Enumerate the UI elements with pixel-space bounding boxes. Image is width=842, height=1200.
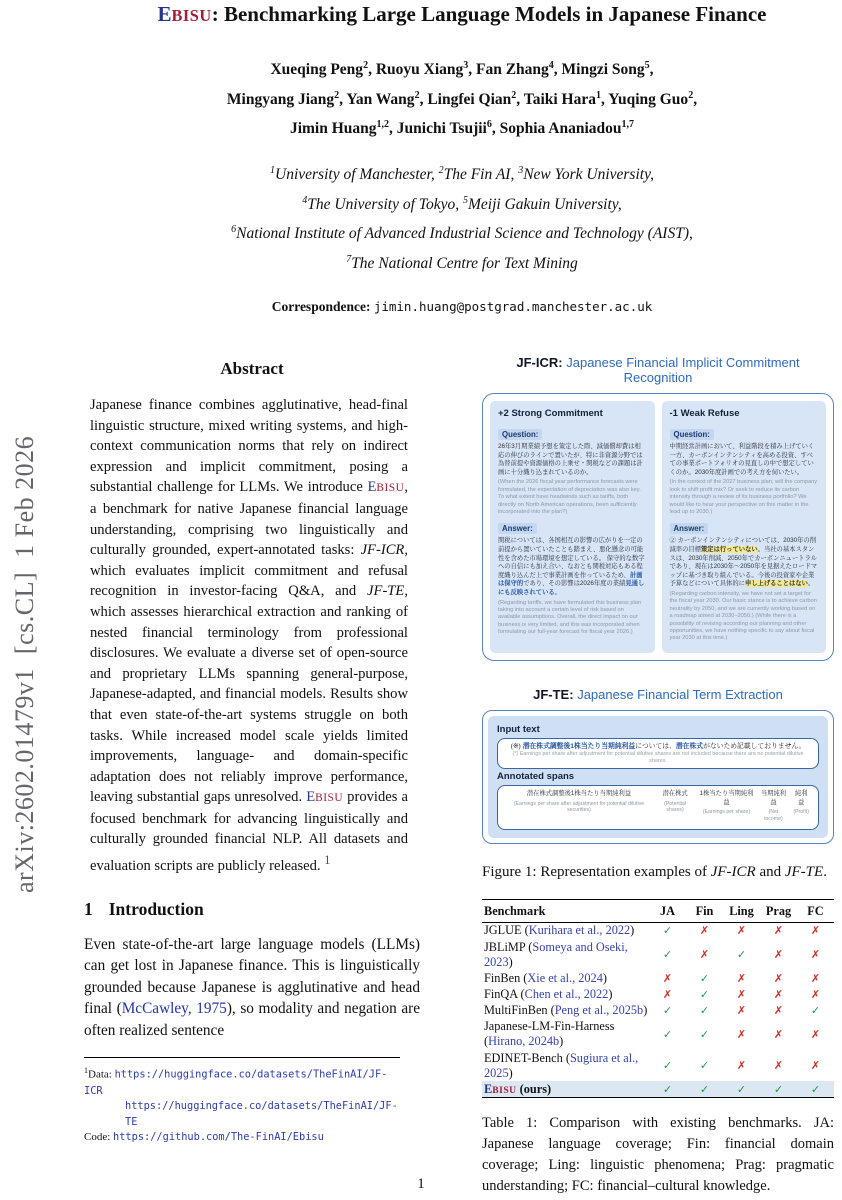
table-row: FinBen (Xie et al., 2024) ✗ ✓ ✗ ✗ ✗ — [482, 970, 834, 986]
answer-japanese: 関税については、各国相互の影響の広がりを一定の前提から置いていたことも踏まえ、悪化懸念の可能性を含めた市場環境を想定している。 保守的な数字への自信にも加え合い、なおとも関税対応もある程度織り込んだ上で事業計画を作っているため、計画は保守的であり、その影響は2026年度の業績見通しにも反映されている。 — [498, 537, 645, 596]
coverage-mark: ✗ — [773, 971, 784, 985]
annotated-span: 潜在株式 (Potential shares) — [662, 790, 688, 814]
coverage-mark: ✓ — [723, 1081, 760, 1098]
left-column — [84, 355, 420, 1146]
correspondence-line — [90, 299, 834, 315]
coverage-mark: ✗ — [810, 1027, 821, 1041]
jfte-inner — [488, 716, 828, 838]
table-caption: Table 1: Comparison with existing benchmarks. JA: Japanese language coverage; Fin: financial domain coverage; Ling: linguistic phenomena; Prag: pragmatic understanding; FC: financial–cultural knowledge. — [482, 1115, 834, 1194]
question-label: Question: — [670, 429, 714, 440]
footnote-line-data: $^1$Data: https://huggingface.co/datasets/TheFinAI/JF-ICR — [84, 1066, 388, 1097]
coverage-mark: ✗ — [810, 924, 821, 938]
paper-header — [90, 2, 834, 315]
annotated-span: 潜在株式調整後1株当たり当期純利益 (Earnings per share after adjustment for potential dilutive securities) — [513, 790, 645, 814]
jfte-example-box — [482, 710, 834, 844]
coverage-mark: ✓ — [662, 1027, 673, 1041]
annotated-span: 当期純利益 (Net income) — [760, 790, 787, 822]
term-span: 潜在株式調整後1株当たり当期純利益 — [522, 743, 636, 750]
abstract-heading: Abstract — [220, 359, 284, 378]
citation-link[interactable]: Sugiura et al., 2025 — [484, 1050, 639, 1080]
coverage-mark: ✗ — [773, 948, 784, 962]
table-row: MultiFinBen (Peng et al., 2025b) ✓ ✓ ✗ ✗ ✓ — [482, 1003, 834, 1019]
table-row: FinQA (Chen et al., 2022) ✗ ✓ ✗ ✗ ✗ — [482, 986, 834, 1002]
brand-ebisu: EBISU — [306, 789, 344, 806]
coverage-mark: ✓ — [760, 1081, 797, 1098]
question-japanese: 26年3月期業績予想を策定した際、減価償却費は相応の伸びのラインで置いたが、特に非資源分野では為替前提や資源価格の上乗せ・関税などの課題は計画に十分織り込まれているのか。 — [498, 443, 643, 476]
title-rest: : Benchmarking Large Language Models in Japanese Finance — [211, 2, 767, 26]
brand-ebisu: EBISU — [367, 479, 405, 496]
affiliation-line: $^6$National Institute of Advanced Industrial Science and Technology (AIST), — [231, 224, 693, 243]
input-text-label: Input text — [497, 724, 540, 735]
abstract-text: Japanese finance combines agglutinative, head-final linguistic structure, mixed writing systems, and high-context communication norms that rely on indirect expression and implicit commitment, posing a substantial challenge for LLMs. We introduce EBISU, a benchmark for native Japanese financial language understanding, comprising two linguistically and culturally grounded, expert-annotated tasks: JF-ICR, which evaluates implicit commitment and refusal recognition in investor-facing Q&A, and JF-TE, which assesses hierarchical extraction and ranking of nested financial terminology from professional disclosures. We evaluate a diverse set of open-source and proprietary LLMs spanning general-purpose, Japanese-adapted, and financial models. Results show that even state-of-the-art systems struggle on both tasks. While increased model scale yields limited improvements, language- and domain-specific adaptation does not reliably improve performance, leaving substantial gaps unresolved. EBISU provides a focused benchmark for advancing linguistically and culturally grounded financial NLP. All datasets and evaluation scripts are publicly released. $^1$ — [90, 397, 408, 874]
question-translation: (In the context of the 2027 business plan, will the company look to shift profit mix? Or seek to reduce its carbon intensity through a review of its business portfolio? We would like to hear your perspective on this matter in the lead up to 2030.) — [669, 479, 818, 515]
coverage-mark: ✓ — [662, 1059, 673, 1072]
affiliation-list — [90, 158, 834, 277]
question-label: Question: — [498, 429, 542, 440]
coverage-mark: ✗ — [699, 948, 710, 962]
citation-link[interactable]: Hirano, 2024b — [488, 1034, 560, 1049]
table-row: JGLUE (Kurihara et al., 2022) ✓ ✗ ✗ ✗ ✗ — [482, 922, 834, 939]
author-list — [90, 53, 834, 142]
input-japanese: (※) 潜在株式調整後1株当たり当期純利益については、潜在株式がないため記載しておりません。 — [510, 743, 806, 750]
dataset-url-jficr[interactable]: https://huggingface.co/datasets/TheFinAI/JF-ICR — [84, 1069, 388, 1097]
task-jfte: JF-TE — [367, 583, 405, 600]
jfte-heading: JF-TE: Japanese Financial Term Extraction — [533, 687, 783, 702]
citation-link[interactable]: Someya and Oseki, 2023 — [484, 939, 628, 969]
citation-link[interactable]: McCawley, 1975 — [121, 1000, 227, 1018]
brand-ebisu: EBISU — [157, 2, 212, 26]
correspondence-label: Correspondence: — [271, 298, 371, 314]
coverage-mark: ✗ — [773, 924, 784, 938]
table-row: EDINET-Bench (Sugiura et al., 2025) ✓ ✓ ✗ ✗ ✗ — [482, 1050, 834, 1081]
author-line: Xueqing Peng$^2$, Ruoyu Xiang$^3$, Fan Zhang$^4$, Mingzi Song$^5$, — [270, 60, 654, 79]
input-text-box — [497, 738, 819, 769]
author-line: Jimin Huang$^{1,2}$, Junichi Tsujii$^6$, Sophia Ananiadou$^{1,7}$ — [289, 119, 635, 138]
coverage-mark: ✓ — [736, 948, 747, 962]
coverage-mark: ✓ — [662, 924, 673, 938]
table-row: Japanese-LM-Fin-Harness (Hirano, 2024b) ✓ ✓ ✗ ✗ ✗ — [482, 1019, 834, 1050]
citation-link[interactable]: Chen et al., 2022 — [524, 986, 609, 1001]
coverage-mark: ✗ — [810, 1059, 821, 1072]
table-row: JBLiMP (Someya and Oseki, 2023) ✓ ✗ ✓ ✗ ✗ — [482, 939, 834, 970]
arxiv-banner: arXiv:2602.01479v1 [cs.CL] 1 Feb 2026 — [10, 435, 39, 893]
coverage-mark: ✗ — [699, 924, 710, 938]
weak-refuse-panel: -1 Weak Refuse Question: 中期経営計画において、利益階段を積み上げていく一方、カーボンインテンシティを高める投資、すべての事業ポートフォリオの見直しの中で想定していくのか。2030年度計画での考え方を伺いたい。 (In the context of the 2027 business plan, will the company look to shift profit mix? Or seek to reduce its carbon intensity through a review of its business portfolio? We would like to hear your perspective on this matter in the lead up to 2030.) Answer: ② カーボンインテンシティについては、2030年の削減率の目標策定は行っていない。当社の基本スタンスは、2030年削減、2050年でカーボンニュートラルであり、現在は2030年〜2050年を見据えたロードマップに基づき取り組んでいる。今後の投資家や企業予算などについて具体的に申し上げることはない。 (Regarding carbon intensity, we have not set a target for the fiscal year 2030. Our basic stance is to achieve carbon neutrality by 2050, and we are currently working based on a roadmap aimed at 2030–2050.) (While there is a possibility of revising according our planning and other opportunities, we have nothing specific to say about fiscal year 2030 at this time.) — [662, 401, 827, 653]
coverage-mark: ✓ — [810, 1004, 821, 1018]
annotated-span: 1株当たり当期純利益 (Earnings per share) — [699, 790, 754, 816]
footnote-line-code: Code: https://github.com/The-FinAI/Ebisu — [84, 1131, 324, 1144]
coverage-mark: ✓ — [699, 1004, 710, 1018]
right-column — [482, 355, 834, 1196]
coverage-mark: ✓ — [662, 1004, 673, 1018]
footnote-block — [84, 1057, 400, 1145]
coverage-mark: ✗ — [736, 1027, 747, 1041]
answer-japanese: ② カーボンインテンシティについては、2030年の削減率の目標策定は行っていない。当社の基本スタンスは、2030年削減、2050年でカーボンニュートラルであり、現在は2030年〜2050年を見据えたロードマップに基づき取り組んでいる。今後の投資家や企業予算などについて具体的に申し上げることはない。 — [669, 537, 818, 588]
citation-link[interactable]: Xie et al., 2024 — [527, 970, 603, 985]
citation-link[interactable]: Kurihara et al., 2022 — [528, 923, 631, 938]
jficr-example-box — [482, 393, 834, 661]
answer-label: Answer: — [670, 523, 709, 534]
highlighted-refusal: 申し上げることはない — [744, 580, 808, 588]
coverage-mark: ✗ — [736, 1059, 747, 1072]
coverage-mark: ✗ — [736, 987, 747, 1001]
coverage-mark: ✗ — [773, 1004, 784, 1018]
benchmark-comparison-table — [482, 899, 834, 1099]
author-line: Mingyang Jiang$^2$, Yan Wang$^2$, Lingfei Qian$^2$, Taiki Hara$^1$, Yuqing Guo$^2$, — [226, 89, 698, 108]
coverage-mark: ✗ — [810, 987, 821, 1001]
affiliation-line: $^4$The University of Tokyo, $^5$Meiji Gakuin University, — [302, 194, 622, 213]
answer-translation: (Regarding carbon intensity, we have not set a target for the fiscal year 2030. Our basic stance is to achieve carbon neutrality by 2050, and we are currently working based on a roadmap aimed at 2030–2050.) (While there is a possibility of revising according our planning and other opportunities, we have nothing specific to say about fiscal year 2030 at this time.) — [669, 590, 817, 642]
annotated-span: 純利益 (Profit) — [793, 790, 809, 816]
affiliation-line: $^1$University of Manchester, $^2$The Fin AI, $^3$New York University, — [270, 164, 654, 184]
table-header-row: Benchmark JA Fin Ling Prag FC — [482, 899, 834, 922]
coverage-mark: ✗ — [773, 1027, 784, 1041]
annotated-spans-box — [497, 785, 819, 830]
strong-commitment-panel: +2 Strong Commitment Question: 26年3月期業績予想を策定した際、減価償却費は相応の伸びのラインで置いたが、特に非資源分野では為替前提や資源価格の上乗せ・関税などの課題は計画に十分織り込まれているのか。 (When the 2026 fiscal year performance forecasts were formulated, the expectation of depreciation was also key. To what extent have headwinds such as tariffs, both directly on North American operations, been sufficiently incorporated into the plan?) Answer: 関税については、各国相互の影響の広がりを一定の前提から置いていたことも踏まえ、悪化懸念の可能性を含めた市場環境を想定している。 保守的な数字への自信にも加え合い、なおとも関税対応もある程度織り込んだ上で事業計画を作っているため、計画は保守的であり、その影響は2026年度の業績見通しにも反映されている。 (Regarding tariffs, we have formulated this business plan taking into account a certain level of risk based on available assumptions. Overall, the direct impact on our business is very limited, and this was incorporated when formulating our full-year forecast for fiscal year 2026.) — [490, 401, 655, 653]
coverage-mark: ✗ — [736, 924, 747, 938]
answer-translation: (Regarding tariffs, we have formulated this business plan taking into account a certain level of risk based on available assumptions. Overall, the direct impact on our business is very limited, and this was incorporated when formulating our full-year forecast for fiscal year 2026.) — [498, 599, 642, 636]
coverage-mark: ✗ — [662, 971, 673, 985]
affiliation-line: $^7$The National Centre for Text Mining — [346, 253, 578, 273]
coverage-mark: ✓ — [797, 1081, 834, 1098]
term-span: 潜在株式 — [675, 743, 704, 750]
footnote-marker[interactable]: 1 — [324, 853, 331, 868]
introduction-paragraph: Even state-of-the-art large language models (LLMs) can get lost in Japanese finance. This is linguistically grounded because Japanese is agglutinative and head final (McCawley, 1975), so modality and negation are often realized sentence — [84, 935, 421, 1039]
coverage-mark: ✗ — [773, 987, 784, 1001]
input-translation: (*) Earnings per share after adjustment for potential dilutive shares are not included because there are no potential dilutive shares. — [512, 751, 804, 764]
coverage-mark: ✗ — [810, 971, 821, 985]
coverage-mark: ✗ — [810, 948, 821, 962]
coverage-mark: ✓ — [699, 971, 710, 985]
dataset-url-jfte[interactable]: https://huggingface.co/datasets/TheFinAI/JF-TE — [125, 1100, 398, 1128]
code-url[interactable]: https://github.com/The-FinAI/Ebisu — [113, 1131, 324, 1144]
jficr-heading: JF-ICR: Japanese Financial Implicit Commitment Recognition — [516, 355, 800, 385]
coverage-mark: ✗ — [773, 1059, 784, 1072]
highlighted-refusal: 策定は行っていない — [700, 546, 758, 553]
section-heading-introduction: 1 Introduction — [84, 898, 204, 919]
correspondence-email[interactable]: jimin.huang@postgrad.manchester.ac.uk — [373, 298, 653, 314]
coverage-mark: ✓ — [699, 1059, 710, 1072]
page-number: 1 — [417, 1176, 425, 1192]
footnote-line-data2 — [84, 1099, 400, 1130]
brand-ebisu: EBISU — [484, 1081, 517, 1096]
coverage-mark: ✗ — [662, 987, 673, 1001]
answer-label: Answer: — [498, 523, 537, 534]
annotated-spans-label: Annotated spans — [497, 771, 575, 782]
coverage-mark: ✗ — [736, 1004, 747, 1018]
figure-caption: Figure 1: Representation examples of JF-ICR and JF-TE. — [482, 863, 827, 880]
task-jficr: JF-ICR — [360, 542, 405, 559]
coverage-mark: ✓ — [699, 1027, 710, 1041]
coverage-mark: ✓ — [686, 1081, 723, 1098]
coverage-mark: ✗ — [736, 971, 747, 985]
coverage-mark: ✓ — [699, 987, 710, 1001]
paper-title — [90, 2, 834, 27]
table-row-ebisu-ours: EBISU (ours) ✓ ✓ ✓ ✓ ✓ — [482, 1081, 834, 1098]
coverage-mark: ✓ — [649, 1081, 686, 1098]
citation-link[interactable]: Peng et al., 2025b — [554, 1003, 644, 1018]
question-japanese: 中期経営計画において、利益階段を積み上げていく一方、カーボンインテンシティを高める投資、すべての事業ポートフォリオの見直しの中で想定していくのか。2030年度計画での考え方を伺いたい。 — [669, 443, 815, 476]
coverage-mark: ✓ — [662, 948, 673, 962]
figure-1 — [482, 355, 834, 883]
question-translation: (When the 2026 fiscal year performance forecasts were formulated, the expectation of depreciation was also key. To what extent have headwinds such as tariffs, both directly on North American operations, been sufficiently incorporated into the plan?) — [498, 479, 641, 515]
